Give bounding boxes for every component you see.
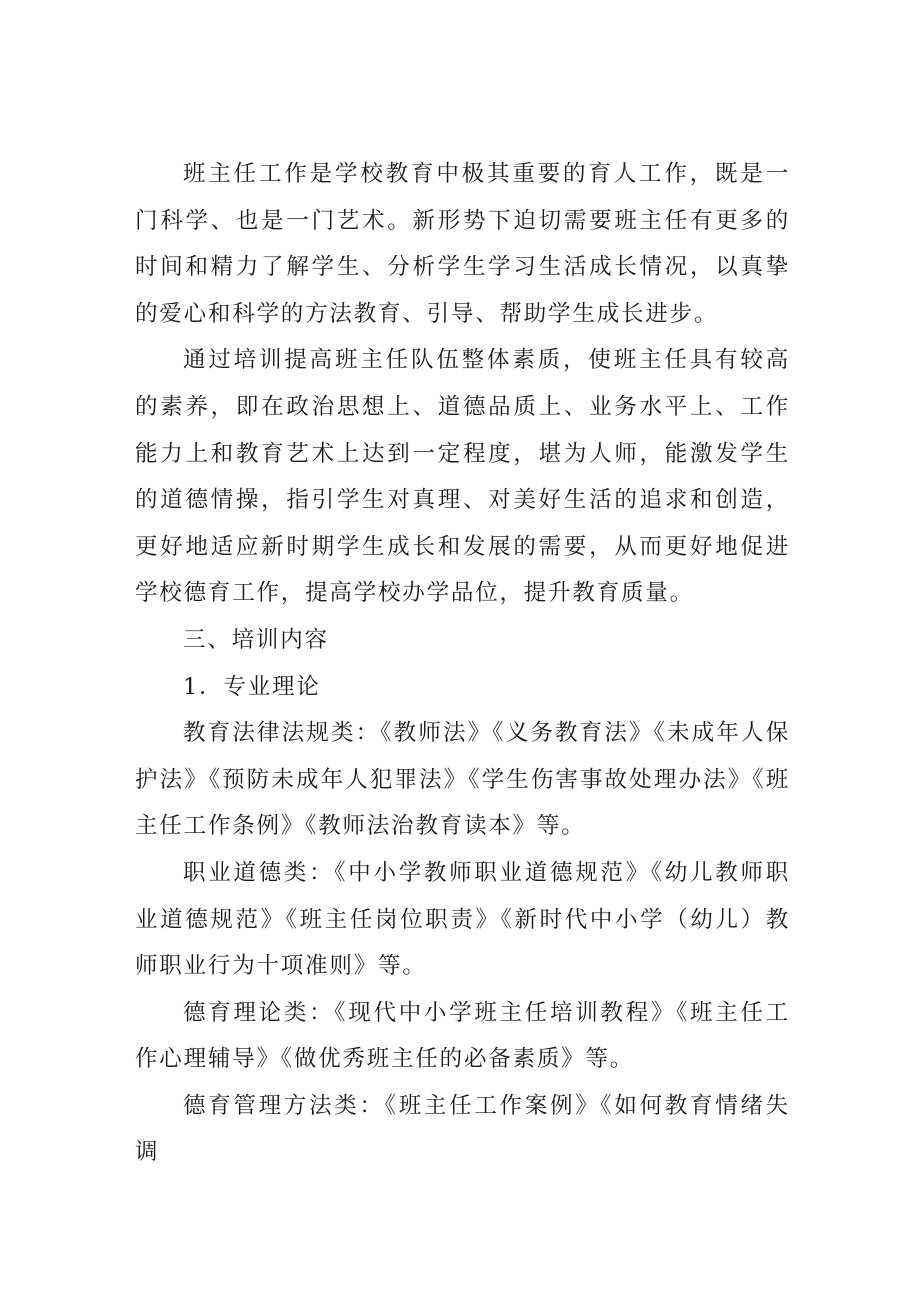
section-heading-training-content: 三、培训内容	[183, 626, 329, 653]
subheading-professional-theory: 1．专业理论	[183, 673, 321, 700]
paragraph-professional-ethics: 职业道德类：《中小学教师职业道德规范》《幼儿教师职业道德规范》《班主任岗位职责》《新时代中小学（幼儿）教师职业行为十项准则》等。	[135, 859, 790, 980]
paragraph-law-regulations: 教育法律法规类：《教师法》《义务教育法》《未成年人保护法》《预防未成年人犯罪法》《学生伤害事故处理办法》《班主任工作条例》《教师法治教育读本》等。	[135, 720, 790, 840]
paragraph-moral-theory: 德育理论类：《现代中小学班主任培训教程》《班主任工作心理辅导》《做优秀班主任的必备素质》等。	[135, 999, 790, 1073]
paragraph-training-goal: 通过培训提高班主任队伍整体素质，使班主任具有较高的素养，即在政治思想上、道德品质上、业务水平上、工作能力上和教育艺术上达到一定程度，堪为人师，能激发学生的道德情操，指引学生对真理、对美好生活的追求和创造，更好地适应新时期学生成长和发展的需要，从而更好地促进学校德育工作，提高学校办学品位，提升教育质量。	[135, 347, 790, 607]
paragraph-intro: 班主任工作是学校教育中极其重要的育人工作，既是一门科学、也是一门艺术。新形势下迫切需要班主任有更多的时间和精力了解学生、分析学生学习生活成长情况，以真挚的爱心和科学的方法教育、引导、帮助学生成长进步。	[135, 161, 790, 327]
document-body	[135, 151, 790, 1176]
paragraph-moral-management: 德育管理方法类：《班主任工作案例》《如何教育情绪失调	[135, 1092, 790, 1166]
